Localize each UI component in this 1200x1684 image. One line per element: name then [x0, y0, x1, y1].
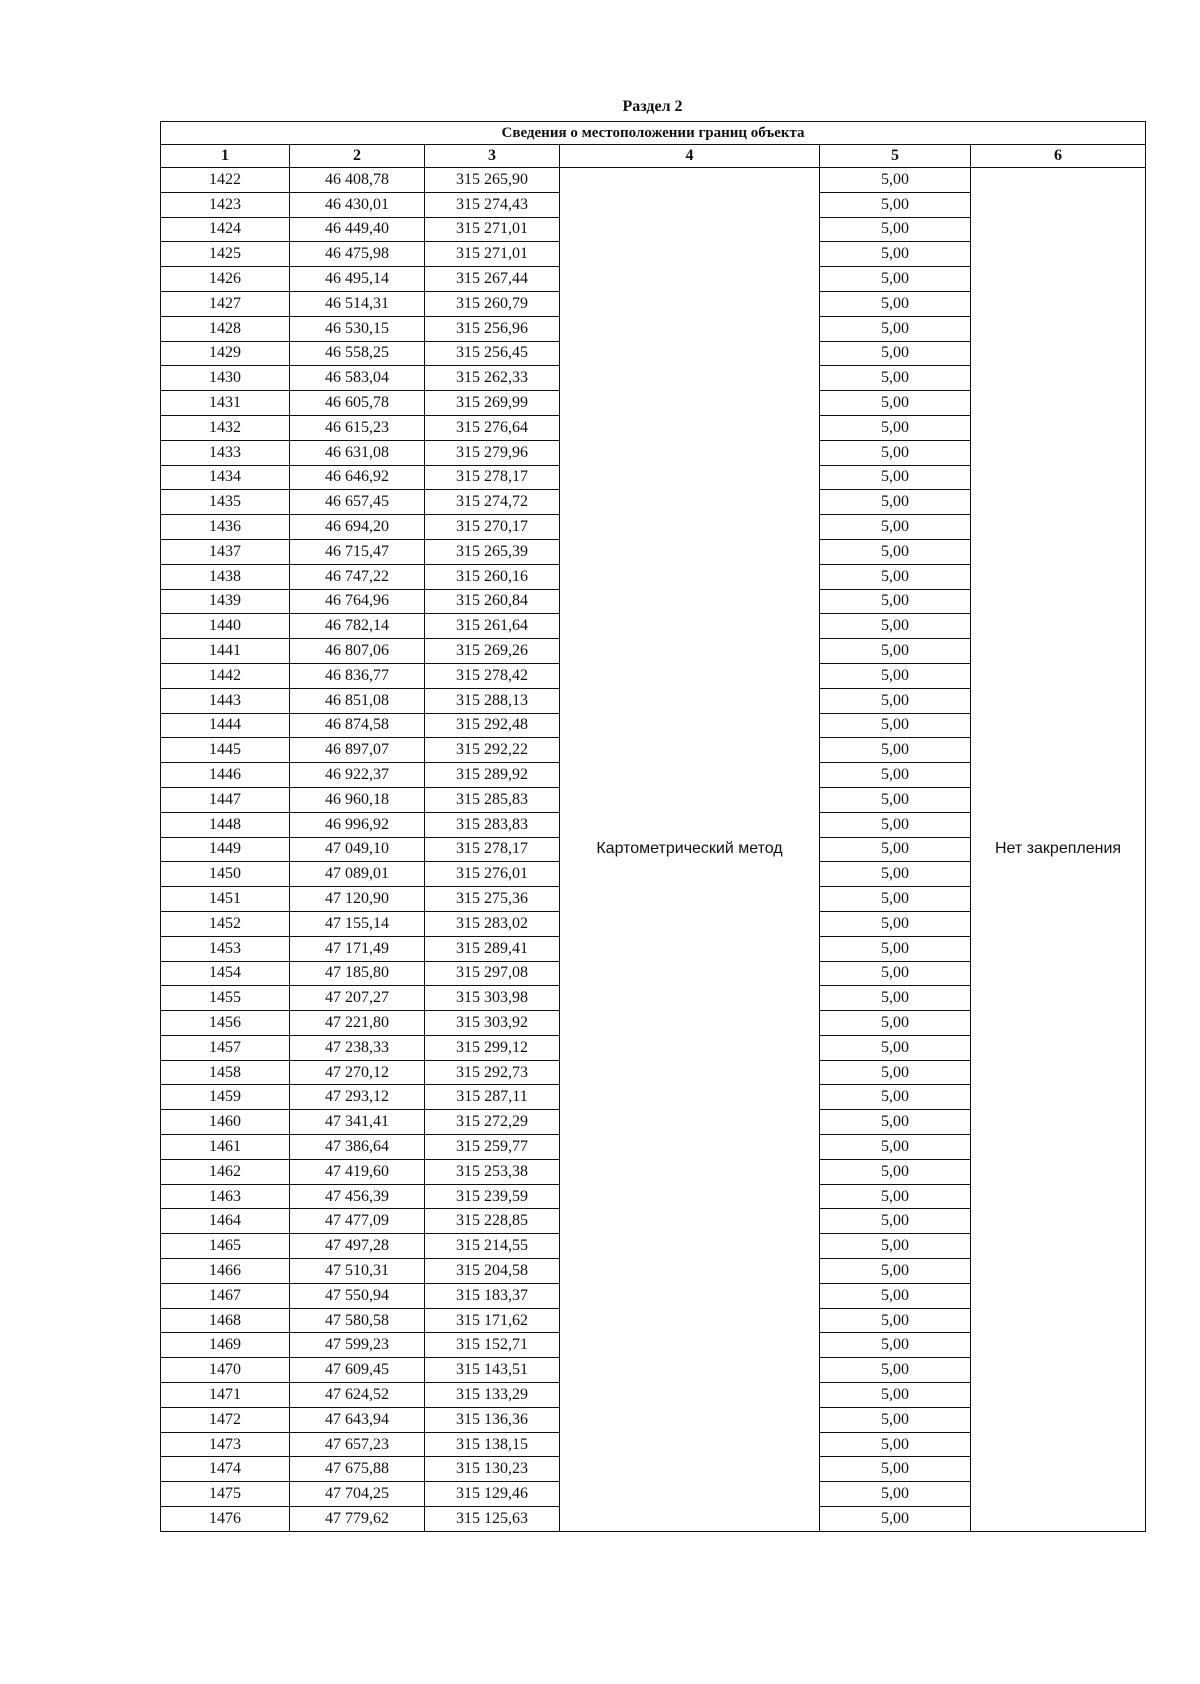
- accuracy-cell: 5,00: [820, 639, 971, 664]
- accuracy-cell: 5,00: [820, 936, 971, 961]
- point-number-cell: 1453: [161, 936, 290, 961]
- point-number-cell: 1430: [161, 366, 290, 391]
- y-coordinate-cell: 315 289,92: [425, 763, 560, 788]
- x-coordinate-cell: 47 779,62: [290, 1507, 425, 1532]
- accuracy-cell: 5,00: [820, 763, 971, 788]
- accuracy-cell: 5,00: [820, 961, 971, 986]
- y-coordinate-cell: 315 292,22: [425, 738, 560, 763]
- column-header: 5: [820, 145, 971, 168]
- column-number-row: [161, 145, 1146, 168]
- x-coordinate-cell: 46 747,22: [290, 564, 425, 589]
- accuracy-cell: 5,00: [820, 291, 971, 316]
- point-number-cell: 1460: [161, 1110, 290, 1135]
- x-coordinate-cell: 47 386,64: [290, 1135, 425, 1160]
- accuracy-cell: 5,00: [820, 515, 971, 540]
- accuracy-cell: 5,00: [820, 490, 971, 515]
- y-coordinate-cell: 315 125,63: [425, 1507, 560, 1532]
- x-coordinate-cell: 47 704,25: [290, 1482, 425, 1507]
- x-coordinate-cell: 47 550,94: [290, 1283, 425, 1308]
- x-coordinate-cell: 47 171,49: [290, 936, 425, 961]
- x-coordinate-cell: 46 475,98: [290, 242, 425, 267]
- x-coordinate-cell: 47 238,33: [290, 1035, 425, 1060]
- y-coordinate-cell: 315 271,01: [425, 217, 560, 242]
- accuracy-cell: 5,00: [820, 391, 971, 416]
- accuracy-cell: 5,00: [820, 1308, 971, 1333]
- y-coordinate-cell: 315 274,43: [425, 192, 560, 217]
- accuracy-cell: 5,00: [820, 1110, 971, 1135]
- point-number-cell: 1466: [161, 1259, 290, 1284]
- y-coordinate-cell: 315 270,17: [425, 515, 560, 540]
- accuracy-cell: 5,00: [820, 1283, 971, 1308]
- column-header: 1: [161, 145, 290, 168]
- y-coordinate-cell: 315 129,46: [425, 1482, 560, 1507]
- point-number-cell: 1463: [161, 1184, 290, 1209]
- point-number-cell: 1474: [161, 1457, 290, 1482]
- y-coordinate-cell: 315 265,39: [425, 539, 560, 564]
- x-coordinate-cell: 47 497,28: [290, 1234, 425, 1259]
- table-caption-row: [161, 122, 1146, 145]
- point-number-cell: 1470: [161, 1358, 290, 1383]
- accuracy-cell: 5,00: [820, 911, 971, 936]
- y-coordinate-cell: 315 303,98: [425, 986, 560, 1011]
- point-number-cell: 1458: [161, 1060, 290, 1085]
- x-coordinate-cell: 46 408,78: [290, 168, 425, 193]
- point-number-cell: 1432: [161, 415, 290, 440]
- y-coordinate-cell: 315 256,45: [425, 341, 560, 366]
- accuracy-cell: 5,00: [820, 862, 971, 887]
- x-coordinate-cell: 46 764,96: [290, 589, 425, 614]
- point-number-cell: 1425: [161, 242, 290, 267]
- y-coordinate-cell: 315 152,71: [425, 1333, 560, 1358]
- y-coordinate-cell: 315 261,64: [425, 614, 560, 639]
- x-coordinate-cell: 46 530,15: [290, 316, 425, 341]
- y-coordinate-cell: 315 292,73: [425, 1060, 560, 1085]
- table-body: [161, 168, 1146, 1532]
- accuracy-cell: 5,00: [820, 1035, 971, 1060]
- accuracy-cell: 5,00: [820, 168, 971, 193]
- point-number-cell: 1455: [161, 986, 290, 1011]
- x-coordinate-cell: 46 558,25: [290, 341, 425, 366]
- point-number-cell: 1424: [161, 217, 290, 242]
- accuracy-cell: 5,00: [820, 1234, 971, 1259]
- y-coordinate-cell: 315 183,37: [425, 1283, 560, 1308]
- y-coordinate-cell: 315 274,72: [425, 490, 560, 515]
- accuracy-cell: 5,00: [820, 242, 971, 267]
- accuracy-cell: 5,00: [820, 986, 971, 1011]
- point-number-cell: 1437: [161, 539, 290, 564]
- x-coordinate-cell: 47 657,23: [290, 1432, 425, 1457]
- point-number-cell: 1422: [161, 168, 290, 193]
- point-number-cell: 1443: [161, 688, 290, 713]
- y-coordinate-cell: 315 279,96: [425, 440, 560, 465]
- x-coordinate-cell: 46 646,92: [290, 465, 425, 490]
- x-coordinate-cell: 46 874,58: [290, 713, 425, 738]
- y-coordinate-cell: 315 297,08: [425, 961, 560, 986]
- column-header: 3: [425, 145, 560, 168]
- point-number-cell: 1448: [161, 812, 290, 837]
- point-number-cell: 1475: [161, 1482, 290, 1507]
- y-coordinate-cell: 315 289,41: [425, 936, 560, 961]
- point-number-cell: 1439: [161, 589, 290, 614]
- accuracy-cell: 5,00: [820, 316, 971, 341]
- point-number-cell: 1473: [161, 1432, 290, 1457]
- column-header: 6: [971, 145, 1146, 168]
- point-number-cell: 1461: [161, 1135, 290, 1160]
- y-coordinate-cell: 315 133,29: [425, 1383, 560, 1408]
- accuracy-cell: 5,00: [820, 539, 971, 564]
- y-coordinate-cell: 315 288,13: [425, 688, 560, 713]
- y-coordinate-cell: 315 271,01: [425, 242, 560, 267]
- y-coordinate-cell: 315 265,90: [425, 168, 560, 193]
- x-coordinate-cell: 46 996,92: [290, 812, 425, 837]
- accuracy-cell: 5,00: [820, 688, 971, 713]
- x-coordinate-cell: 47 580,58: [290, 1308, 425, 1333]
- x-coordinate-cell: 46 782,14: [290, 614, 425, 639]
- y-coordinate-cell: 315 136,36: [425, 1407, 560, 1432]
- accuracy-cell: 5,00: [820, 192, 971, 217]
- y-coordinate-cell: 315 138,15: [425, 1432, 560, 1457]
- accuracy-cell: 5,00: [820, 1507, 971, 1532]
- point-number-cell: 1450: [161, 862, 290, 887]
- accuracy-cell: 5,00: [820, 663, 971, 688]
- y-coordinate-cell: 315 259,77: [425, 1135, 560, 1160]
- point-number-cell: 1454: [161, 961, 290, 986]
- point-number-cell: 1435: [161, 490, 290, 515]
- y-coordinate-cell: 315 303,92: [425, 1011, 560, 1036]
- table-caption: Сведения о местоположении границ объекта: [161, 122, 1146, 145]
- boundary-table-container: [160, 121, 1145, 1532]
- x-coordinate-cell: 47 207,27: [290, 986, 425, 1011]
- y-coordinate-cell: 315 275,36: [425, 887, 560, 912]
- accuracy-cell: 5,00: [820, 787, 971, 812]
- y-coordinate-cell: 315 278,17: [425, 465, 560, 490]
- y-coordinate-cell: 315 260,84: [425, 589, 560, 614]
- y-coordinate-cell: 315 276,01: [425, 862, 560, 887]
- y-coordinate-cell: 315 143,51: [425, 1358, 560, 1383]
- y-coordinate-cell: 315 292,48: [425, 713, 560, 738]
- point-number-cell: 1467: [161, 1283, 290, 1308]
- accuracy-cell: 5,00: [820, 1209, 971, 1234]
- x-coordinate-cell: 46 897,07: [290, 738, 425, 763]
- point-number-cell: 1427: [161, 291, 290, 316]
- point-number-cell: 1462: [161, 1159, 290, 1184]
- point-number-cell: 1446: [161, 763, 290, 788]
- y-coordinate-cell: 315 285,83: [425, 787, 560, 812]
- point-number-cell: 1472: [161, 1407, 290, 1432]
- x-coordinate-cell: 47 675,88: [290, 1457, 425, 1482]
- point-number-cell: 1433: [161, 440, 290, 465]
- y-coordinate-cell: 315 262,33: [425, 366, 560, 391]
- x-coordinate-cell: 47 510,31: [290, 1259, 425, 1284]
- x-coordinate-cell: 47 270,12: [290, 1060, 425, 1085]
- x-coordinate-cell: 47 293,12: [290, 1085, 425, 1110]
- point-number-cell: 1449: [161, 837, 290, 862]
- accuracy-cell: 5,00: [820, 887, 971, 912]
- x-coordinate-cell: 46 807,06: [290, 639, 425, 664]
- accuracy-cell: 5,00: [820, 1011, 971, 1036]
- x-coordinate-cell: 46 449,40: [290, 217, 425, 242]
- point-number-cell: 1445: [161, 738, 290, 763]
- x-coordinate-cell: 47 221,80: [290, 1011, 425, 1036]
- accuracy-cell: 5,00: [820, 1333, 971, 1358]
- y-coordinate-cell: 315 260,79: [425, 291, 560, 316]
- accuracy-cell: 5,00: [820, 1432, 971, 1457]
- accuracy-cell: 5,00: [820, 341, 971, 366]
- y-coordinate-cell: 315 204,58: [425, 1259, 560, 1284]
- y-coordinate-cell: 315 130,23: [425, 1457, 560, 1482]
- x-coordinate-cell: 47 609,45: [290, 1358, 425, 1383]
- y-coordinate-cell: 315 287,11: [425, 1085, 560, 1110]
- accuracy-cell: 5,00: [820, 812, 971, 837]
- accuracy-cell: 5,00: [820, 440, 971, 465]
- y-coordinate-cell: 315 214,55: [425, 1234, 560, 1259]
- y-coordinate-cell: 315 272,29: [425, 1110, 560, 1135]
- accuracy-cell: 5,00: [820, 1482, 971, 1507]
- accuracy-cell: 5,00: [820, 589, 971, 614]
- accuracy-cell: 5,00: [820, 564, 971, 589]
- point-number-cell: 1476: [161, 1507, 290, 1532]
- point-number-cell: 1456: [161, 1011, 290, 1036]
- point-number-cell: 1444: [161, 713, 290, 738]
- point-number-cell: 1431: [161, 391, 290, 416]
- point-number-cell: 1438: [161, 564, 290, 589]
- y-coordinate-cell: 315 267,44: [425, 267, 560, 292]
- accuracy-cell: 5,00: [820, 1407, 971, 1432]
- y-coordinate-cell: 315 276,64: [425, 415, 560, 440]
- point-number-cell: 1447: [161, 787, 290, 812]
- accuracy-cell: 5,00: [820, 713, 971, 738]
- x-coordinate-cell: 47 419,60: [290, 1159, 425, 1184]
- y-coordinate-cell: 315 171,62: [425, 1308, 560, 1333]
- table-row: [161, 168, 1146, 193]
- x-coordinate-cell: 47 599,23: [290, 1333, 425, 1358]
- point-number-cell: 1436: [161, 515, 290, 540]
- x-coordinate-cell: 46 715,47: [290, 539, 425, 564]
- point-number-cell: 1426: [161, 267, 290, 292]
- point-number-cell: 1471: [161, 1383, 290, 1408]
- point-number-cell: 1442: [161, 663, 290, 688]
- x-coordinate-cell: 47 049,10: [290, 837, 425, 862]
- x-coordinate-cell: 47 477,09: [290, 1209, 425, 1234]
- point-number-cell: 1434: [161, 465, 290, 490]
- point-number-cell: 1429: [161, 341, 290, 366]
- accuracy-cell: 5,00: [820, 614, 971, 639]
- y-coordinate-cell: 315 299,12: [425, 1035, 560, 1060]
- x-coordinate-cell: 47 456,39: [290, 1184, 425, 1209]
- point-number-cell: 1423: [161, 192, 290, 217]
- accuracy-cell: 5,00: [820, 1060, 971, 1085]
- x-coordinate-cell: 46 631,08: [290, 440, 425, 465]
- point-number-cell: 1451: [161, 887, 290, 912]
- x-coordinate-cell: 46 495,14: [290, 267, 425, 292]
- column-header: 4: [560, 145, 820, 168]
- accuracy-cell: 5,00: [820, 267, 971, 292]
- x-coordinate-cell: 46 851,08: [290, 688, 425, 713]
- accuracy-cell: 5,00: [820, 1159, 971, 1184]
- x-coordinate-cell: 46 694,20: [290, 515, 425, 540]
- x-coordinate-cell: 46 615,23: [290, 415, 425, 440]
- accuracy-cell: 5,00: [820, 1457, 971, 1482]
- column-header: 2: [290, 145, 425, 168]
- point-number-cell: 1428: [161, 316, 290, 341]
- accuracy-cell: 5,00: [820, 738, 971, 763]
- y-coordinate-cell: 315 260,16: [425, 564, 560, 589]
- accuracy-cell: 5,00: [820, 465, 971, 490]
- boundary-coordinates-table: [160, 121, 1146, 1532]
- point-number-cell: 1468: [161, 1308, 290, 1333]
- y-coordinate-cell: 315 256,96: [425, 316, 560, 341]
- y-coordinate-cell: 315 228,85: [425, 1209, 560, 1234]
- x-coordinate-cell: 46 605,78: [290, 391, 425, 416]
- accuracy-cell: 5,00: [820, 415, 971, 440]
- y-coordinate-cell: 315 278,17: [425, 837, 560, 862]
- x-coordinate-cell: 47 155,14: [290, 911, 425, 936]
- accuracy-cell: 5,00: [820, 1383, 971, 1408]
- point-number-cell: 1465: [161, 1234, 290, 1259]
- y-coordinate-cell: 315 278,42: [425, 663, 560, 688]
- x-coordinate-cell: 46 657,45: [290, 490, 425, 515]
- y-coordinate-cell: 315 269,26: [425, 639, 560, 664]
- accuracy-cell: 5,00: [820, 1085, 971, 1110]
- accuracy-cell: 5,00: [820, 1184, 971, 1209]
- x-coordinate-cell: 47 624,52: [290, 1383, 425, 1408]
- x-coordinate-cell: 46 430,01: [290, 192, 425, 217]
- x-coordinate-cell: 47 120,90: [290, 887, 425, 912]
- y-coordinate-cell: 315 283,83: [425, 812, 560, 837]
- point-number-cell: 1441: [161, 639, 290, 664]
- x-coordinate-cell: 46 960,18: [290, 787, 425, 812]
- accuracy-cell: 5,00: [820, 1135, 971, 1160]
- y-coordinate-cell: 315 239,59: [425, 1184, 560, 1209]
- accuracy-cell: 5,00: [820, 217, 971, 242]
- method-cell: Картометрический метод: [560, 168, 820, 1532]
- section-title: Раздел 2: [622, 98, 683, 115]
- x-coordinate-cell: 47 185,80: [290, 961, 425, 986]
- x-coordinate-cell: 47 089,01: [290, 862, 425, 887]
- point-number-cell: 1452: [161, 911, 290, 936]
- y-coordinate-cell: 315 253,38: [425, 1159, 560, 1184]
- y-coordinate-cell: 315 283,02: [425, 911, 560, 936]
- x-coordinate-cell: 47 643,94: [290, 1407, 425, 1432]
- x-coordinate-cell: 46 836,77: [290, 663, 425, 688]
- accuracy-cell: 5,00: [820, 1259, 971, 1284]
- accuracy-cell: 5,00: [820, 366, 971, 391]
- point-number-cell: 1464: [161, 1209, 290, 1234]
- x-coordinate-cell: 46 514,31: [290, 291, 425, 316]
- fixing-cell: Нет закрепления: [971, 168, 1146, 1532]
- point-number-cell: 1469: [161, 1333, 290, 1358]
- x-coordinate-cell: 47 341,41: [290, 1110, 425, 1135]
- point-number-cell: 1457: [161, 1035, 290, 1060]
- point-number-cell: 1459: [161, 1085, 290, 1110]
- accuracy-cell: 5,00: [820, 837, 971, 862]
- y-coordinate-cell: 315 269,99: [425, 391, 560, 416]
- point-number-cell: 1440: [161, 614, 290, 639]
- x-coordinate-cell: 46 583,04: [290, 366, 425, 391]
- x-coordinate-cell: 46 922,37: [290, 763, 425, 788]
- accuracy-cell: 5,00: [820, 1358, 971, 1383]
